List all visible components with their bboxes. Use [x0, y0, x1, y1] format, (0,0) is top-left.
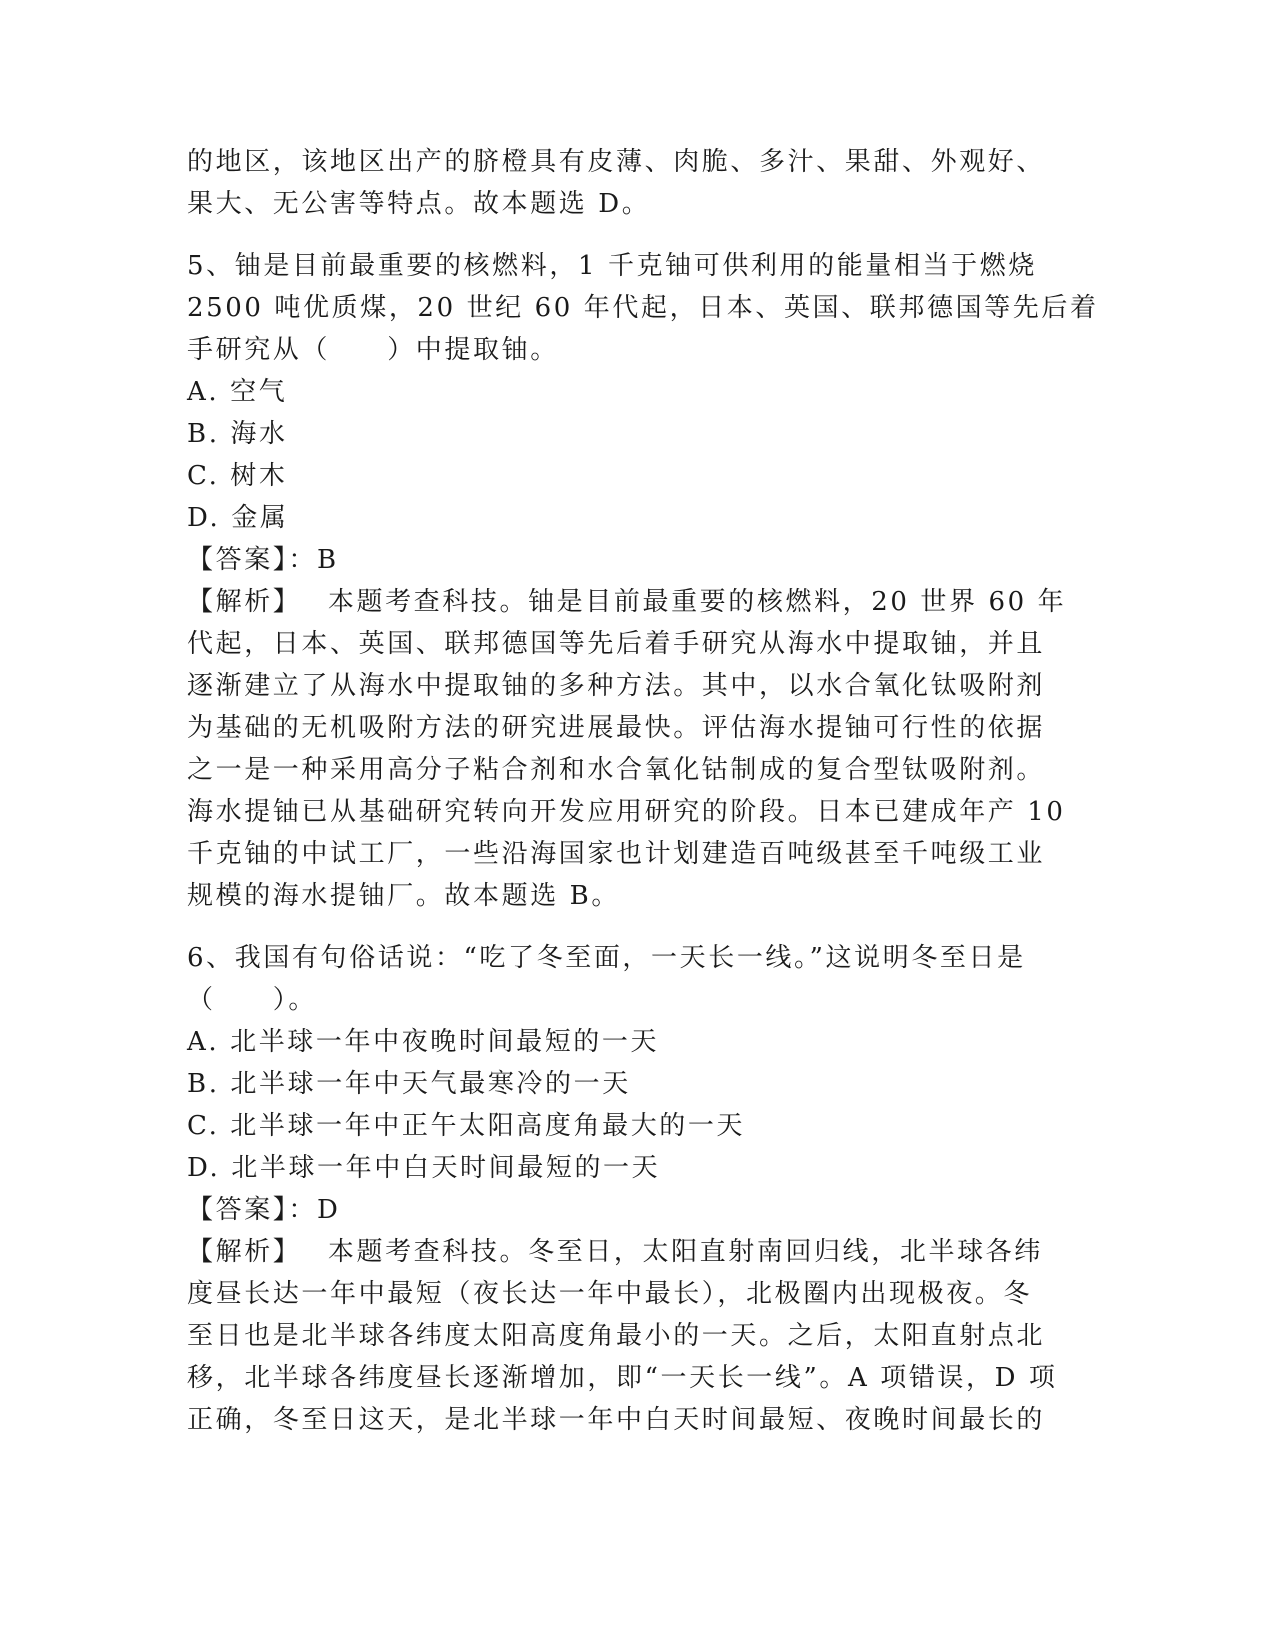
option-a: A. 空气: [187, 377, 288, 407]
option-c: C. 北半球一年中正午太阳高度角最大的一天: [187, 1111, 746, 1141]
analysis-line: 度昼长达一年中最短（夜长达一年中最长），北极圈内出现极夜。冬: [187, 1279, 1033, 1309]
question-stem-line: 2500 吨优质煤，20 世纪 60 年代起，日本、英国、联邦德国等先后着: [187, 293, 1099, 323]
option-a: A. 北半球一年中夜晚时间最短的一天: [187, 1027, 660, 1057]
question-stem-line: 手研究从（ ）中提取铀。: [187, 335, 559, 365]
text-line: 果大、无公害等特点。故本题选 D。: [187, 189, 651, 219]
question-stem-line: 6、我国有句俗话说：“吃了冬至面，一天长一线。”这说明冬至日是: [187, 943, 1026, 973]
text-line: 的地区，该地区出产的脐橙具有皮薄、肉脆、多汁、果甜、外观好、: [187, 147, 1046, 177]
document-page: [187, 141, 1099, 1441]
analysis-line: 【解析】 本题考查科技。铀是目前最重要的核燃料，20 世界 60 年: [187, 587, 1067, 617]
analysis-line: 代起，日本、英国、联邦德国等先后着手研究从海水中提取铀，并且: [187, 629, 1046, 659]
previous-explanation-continuation: [187, 141, 1087, 225]
option-b: B. 海水: [187, 419, 288, 449]
analysis-line: 【解析】 本题考查科技。冬至日，太阳直射南回归线，北半球各纬: [187, 1237, 1043, 1267]
question-6: [187, 937, 1087, 1441]
answer: 【答案】：D: [187, 1195, 341, 1225]
analysis-line: 规模的海水提铀厂。故本题选 B。: [187, 881, 620, 911]
option-d: D. 北半球一年中白天时间最短的一天: [187, 1153, 661, 1183]
analysis-line: 之一是一种采用高分子粘合剂和水合氧化钴制成的复合型钛吸附剂。: [187, 755, 1046, 785]
question-stem-line: 5、铀是目前最重要的核燃料，1 千克铀可供利用的能量相当于燃烧: [187, 251, 1037, 281]
answer: 【答案】：B: [187, 545, 339, 575]
option-b: B. 北半球一年中天气最寒冷的一天: [187, 1069, 631, 1099]
analysis-line: 至日也是北半球各纬度太阳高度角最小的一天。之后，太阳直射点北: [187, 1321, 1046, 1351]
analysis-line: 千克铀的中试工厂，一些沿海国家也计划建造百吨级甚至千吨级工业: [187, 839, 1046, 869]
option-c: C. 树木: [187, 461, 288, 491]
analysis-line: 移，北半球各纬度昼长逐渐增加，即“一天长一线”。A 项错误，D 项: [187, 1363, 1058, 1393]
analysis-line: 正确，冬至日这天，是北半球一年中白天时间最短、夜晚时间最长的: [187, 1405, 1046, 1435]
question-5: [187, 245, 1099, 917]
question-stem-line: （ ）。: [187, 985, 318, 1015]
analysis-line: 海水提铀已从基础研究转向开发应用研究的阶段。日本已建成年产 10: [187, 797, 1066, 827]
analysis-line: 逐渐建立了从海水中提取铀的多种方法。其中，以水合氧化钛吸附剂: [187, 671, 1046, 701]
analysis-line: 为基础的无机吸附方法的研究进展最快。评估海水提铀可行性的依据: [187, 713, 1046, 743]
option-d: D. 金属: [187, 503, 289, 533]
